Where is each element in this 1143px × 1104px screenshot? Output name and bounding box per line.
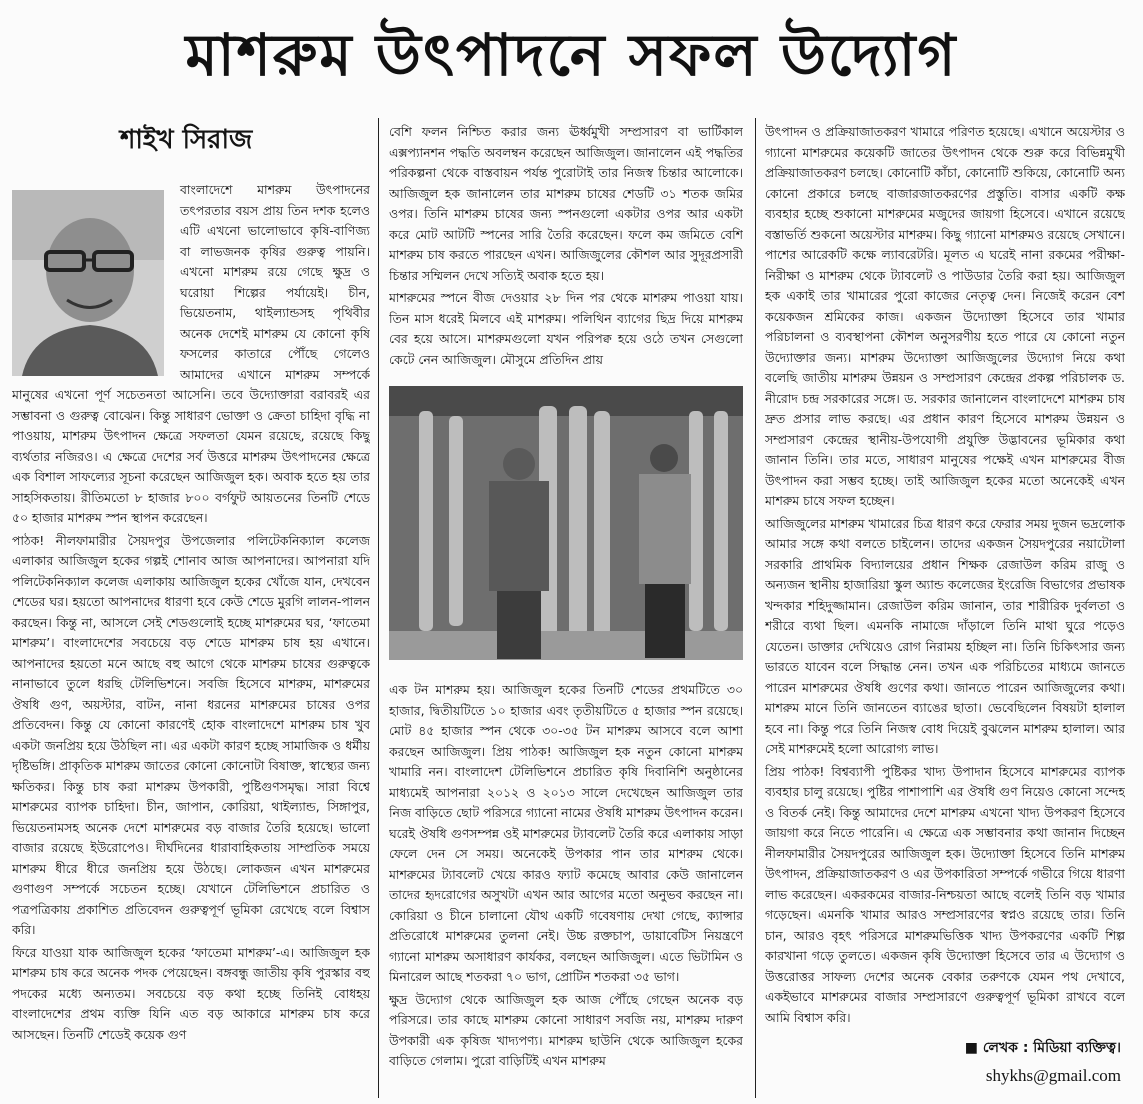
byline: শাইখ সিরাজ	[120, 125, 253, 155]
mushroom-farm-photo	[389, 386, 743, 660]
author-signature: ■ লেখক : মিডিয়া ব্যক্তিত্ব।	[964, 1040, 1121, 1056]
paragraph: ফিরে যাওয়া যাক আজিজুল হকের ‘ফাতেমা মাশরুম’-এ। আজিজুল হক মাশরুম চাষ করে অনেক পদক পেয়েছেন। বঙ্গবন্ধু জাতীয় কৃষি পুরস্কার বহু পদকের মধ্যে অন্যতম। সবচেয়ে বড় কথা হচ্ছে তিনিই বোধহয় বাংলাদেশের প্রথম ব্যক্তি যিনি এত বড় আকারে মাশরুম চাষ করে আসছেন। তিনটি শেডেই কয়েক গুণ	[12, 944, 370, 1042]
paragraph: মাশরুমের স্পনে বীজ দেওয়ার ২৮ দিন পর থেকে মাশরুম পাওয়া যায়। তিন মাস ধরেই মিলবে এই মাশরুম। পলিথিন ব্যাগের ছিদ্র দিয়ে মাশরুম বের হয়ে আসে। মাশরুমগুলো যখন পরিপক্ব হয়ে ওঠে তখন সেগুলো কেটে নেন আজিজুল। মৌসুমে প্রতিদিন প্রায়	[389, 290, 743, 367]
article-column-2-bottom	[389, 680, 743, 1096]
mushroom-farm-image-icon	[389, 386, 743, 660]
paragraph: এক টন মাশরুম হয়। আজিজুল হকের তিনটি শেডের প্রথমটিতে ৩০ হাজার, দ্বিতীয়টিতে ১০ হাজার এবং তৃতীয়টিতে ৫ হাজার স্পন রয়েছে। মোট ৪৫ হাজার স্পন থেকে ৩০-৩৫ টন মাশরুম আসবে বলে আশা করছেন আজিজুল। প্রিয় পাঠক! আজিজুল হক নতুন কোনো মাশরুম খামারি নন। বাংলাদেশ টেলিভিশনে প্রচারিত কৃষি দিবানিশি অনুষ্ঠানের মাধ্যমেই আপনারা ২০১২ ও ২০১৩ সালে দেখেছেন আজিজুল তার নিজ বাড়িতে ছোট পরিসরে গ্যানো নামের ঔষধি মাশরুম উৎপাদন করেন। ঘরেই ঔষধি গুণসম্পন্ন ওই মাশরুমের ট্যাবলেট তৈরি করে এলাকায় সাড়া ফেলে দেন সে সময়। অনেকেই উপকার পান তার মাশরুম থেকে। মাশরুমের ট্যাবলেট খেয়ে কারও ফ্যাট কমেছে আবার কেউ জানালেন তাদের হৃদরোগের অসুখটা এখন আর আগের মতো অনুভব করছেন না। কোরিয়া ও চীনে চালানো যৌথ একটি গবেষণায় দেখা গেছে, ক্যান্সার প্রতিরোধে মাশরুমের তুলনা নেই। উচ্চ রক্তচাপ, ডায়াবেটিস নিয়ন্ত্রণে গ্যানো মাশরুম অসাধারণ কার্যকর, বলছেন আজিজুল। এতে ভিটামিন ও মিনারেল আছে শতকরা ৭০ ভাগ, প্রোটিন শতকরা ৩৫ ভাগ।	[389, 682, 743, 984]
paragraph: বেশি ফলন নিশ্চিত করার জন্য ঊর্ধ্বমুখী সম্প্রসারণ বা ভার্টিকাল এক্সপ্যানশন পদ্ধতি অবলম্বন করেছেন আজিজুল। জানালেন এই পদ্ধতির পরিকল্পনা থেকে বাস্তবায়ন পর্যন্ত পুরোটাই তার নিজস্ব চিন্তার আলোকে। আজিজুল হক জানালেন তার মাশরুম চাষের শেডটি ৩১ শতক জমির ওপর। তিনি মাশরুম চাষের জন্য স্পনগুলো একটার ওপর আর একটা করে মোট আটটি স্পনের সারি তৈরি করেছেন। ফলে কম জমিতে বেশি মাশরুম চাষ করতে পারছেন এখন। আজিজুলের কৌশল আর সুদূরপ্রসারী চিন্তার সম্মিলন দেখে সত্যিই অবাক হতে হয়।	[389, 124, 743, 283]
author-email[interactable]: shykhs@gmail.com	[985, 1066, 1121, 1085]
article-column-3	[765, 122, 1125, 1034]
column-rule	[755, 118, 756, 1098]
paragraph: উৎপাদন ও প্রক্রিয়াজাতকরণ খামারে পরিণত হয়েছে। এখানে অয়েস্টার ও গ্যানো মাশরুমের কয়েকটি জাতের উৎপাদন থেকে শুরু করে বিভিন্নমুখী প্রক্রিয়াজাতকরণ চলছে। কোনোটি কাঁচা, কোনোটি শুকিয়ে, কোনোটি অন্য কোনো প্রকারে চলছে বাজারজাতকরণের প্রস্তুতি। বাসার একটি কক্ষ ব্যবহার হচ্ছে শুকানো মাশরুমের মজুদের জায়গা হিসেবে। এখানে রয়েছে বস্তাভর্তি শুকনো অয়েস্টার মাশরুম। কিছু গ্যানো মাশরুমও রয়েছে সেখানে। পাশের আরেকটি কক্ষে ল্যাবরেটরি। মূলত এ ঘরেই নানা রকমের পরীক্ষা-নিরীক্ষা ও মাশরুম থেকে ট্যাবলেট ও পাউডার তৈরি করা হয়। আজিজুল হক একাই তার খামারের পুরো কাজের নেতৃত্ব দেন। নিজেই করেন বেশ কয়েকজন শ্রমিকের কাজ। একজন উদ্যোক্তা হিসেবে তার খামার পরিচালনা ও ব্যবস্থাপনা কৌশল অনুসরণীয় হতে পারে যে কোনো নতুন উদ্যোক্তার জন্য। মাশরুম উদ্যোক্তা আজিজুলের উদ্যোগ নিয়ে কথা বলেছি জাতীয় মাশরুম উন্নয়ন ও সম্প্রসারণ কেন্দ্রের প্রকল্প পরিচালক ড. নীরোদ চন্দ্র সরকারের সঙ্গে। ড. সরকার জানালেন বাংলাদেশে মাশরুম চাষ দ্রুত প্রসার লাভ করছে। এর প্রধান কারণ হিসেবে মাশরুম উন্নয়ন ও সম্প্রসারণ কেন্দ্রের স্থানীয়-উপযোগী প্রযুক্তি উদ্ভাবনের ভূমিকার কথা জানান তিনি। তার মতে, সাধারণ মানুষের পক্ষেই এখন মাশরুমের বীজ উৎপাদন করা সম্ভব হচ্ছে। তাই আজিজুল হকের মতো অনেকেই এখন মাশরুম চাষে সফল হচ্ছেন।	[765, 124, 1125, 508]
article-column-2-top	[389, 122, 743, 380]
author-photo	[12, 190, 164, 376]
author-portrait-icon	[12, 190, 164, 376]
paragraph: আজিজুলের মাশরুম খামারের চিত্র ধারণ করে ফেরার সময় দুজন ভদ্রলোক আমার সঙ্গে কথা বলতে চাইলেন। তাদের একজন সৈয়দপুরের নয়াটোলা সরকারি প্রাথমিক বিদ্যালয়ের প্রধান শিক্ষক রেজাউল করিম রাজু ও অন্যজন স্থানীয় হাজারিয়া স্কুল অ্যান্ড কলেজের ইংরেজি বিভাগের প্রভাষক খন্দকার শহিদুজ্জামান। রেজাউল করিম জানান, তার শারীরিক দুর্বলতা ও শরীরে ব্যথা ছিল। এমনকি নামাজে দাঁড়ালে তিনি মাথা ঘুরে পড়েও যেতেন। ডাক্তার দেখিয়েও রোগ নিরাময় হচ্ছিল না। তিনি চিকিৎসার জন্য ভারতে যাবেন বলে সিদ্ধান্ত নেন। তখন এক পরিচিতের মাধ্যমে জানতে পারেন মাশরুমের ঔষধি গুণের কথা। জানতে পারেন আজিজুলের কথা। মাশরুম মানে তিনি জানতেন ব্যাঙের ছাতা। ভেবেছিলেন বিষয়টা হালাল হবে না। কিন্তু পরে তিনি নিজস্ব বোধ দিয়েই বুঝলেন মাশরুম হালাল। আর সেই মাশরুমেই হলো আরোগ্য লাভ।	[765, 515, 1125, 756]
paragraph: বাংলাদেশে মাশরুম উৎপাদনের তৎপরতার বয়স প্রায় তিন দশক হলেও এটি এখনো ভালোভাবে কৃষি-বাণিজ্য বা লাভজনক কৃষির গুরুত্ব পায়নি। এখনো মাশরুম রয়ে গেছে ক্ষুদ্র ও ঘরোয়া শিল্পের পর্যায়েই। চীন, ভিয়েতনাম, থাইল্যান্ডসহ পৃথিবীর অনেক দেশেই মাশরুম যে কোনো কৃষি ফসলের কাতারে পৌঁছে গেলেও আমাদের এখানে মাশরুম সম্পর্কে মানুষের এখনো পূর্ণ সচেতনতা আসেনি। তবে উদ্যোক্তারা বরাবরই এর সম্ভাবনা ও গুরুত্ব বোঝেন। কিন্তু সাধারণ ভোক্তা ও ক্রেতা চাহিদা বৃদ্ধি না পাওয়ায়, মাশরুম উৎপাদন ক্ষেত্রে সফলতা যেমন রয়েছে, রয়েছে কিছু ব্যর্থতার নজিরও। এ ক্ষেত্রে দেশের সর্ব উত্তরে মাশরুম উৎপাদনের ক্ষেত্রে এক বিশাল সাফল্যের সূচনা করেছেন আজিজুল হক। অবাক হতে হয় তার সাহসিকতায়। রীতিমতো ৮ হাজার ৮০০ বর্গফুট আয়তনের তিনটি শেডে ৫০ হাজার মাশরুম স্পন স্থাপন করেছেন।	[12, 182, 370, 525]
paragraph: পাঠক! নীলফামারীর সৈয়দপুর উপজেলার পলিটেকনিক্যাল কলেজ এলাকার আজিজুল হকের গল্পই শোনাব আজ আপনাদের। আপনারা যদি পলিটেকনিক্যাল কলেজ এলাকায় আজিজুল হকের খোঁজে যান, দেখবেন শেডের ঘর। হয়তো আপনাদের ধারণা হবে কেউ শেডে মুরগি লালন-পালন করছেন। কিন্তু না, আসলে সেই শেডগুলোই হচ্ছে মাশরুমের ঘর, ‘ফাতেমা মাশরুম’। বাংলাদেশের সবচেয়ে বড় শেডে মাশরুম চাষ হয় এখানে। আপনাদের হয়তো মনে আছে বহু আগে থেকে মাশরুম চাষের গুরুত্বকে নানাভাবে তুলে ধরছি টেলিভিশনে। সবজি হিসেবে মাশরুম, মাশরুমের ঔষধি গুণ, অয়স্টার, বাটন, নানা ধরনের মাশরুমের চাষের ওপর প্রতিবেদন। কিন্তু যে কোনো কারণেই হোক বাংলাদেশে মাশরুম চাষ খুব একটা জনপ্রিয় হয়ে উঠছিল না। এর একটা কারণ হচ্ছে সামাজিক ও ধর্মীয় দৃষ্টিভঙ্গি। প্রাকৃতিক মাশরুম জাতের কোনো কোনোটা বিষাক্ত, স্বাস্থ্যের জন্য ক্ষতিকর। কিন্তু চাষ করা মাশরুম উপকারী, পুষ্টিগুণসমৃদ্ধ। সারা বিশ্বে মাশরুমের ব্যাপক চাহিদা। চীন, জাপান, কোরিয়া, থাইল্যান্ড, সিঙ্গাপুর, ভিয়েতনামসহ অনেক দেশে মাশরুমের বড় বাজার তৈরি হয়েছে। ভালো বাজার রয়েছে ইউরোপেও। দীর্ঘদিনের ধারাবাহিকতায় সাম্প্রতিক সময়ে মাশরুম ধীরে ধীরে জনপ্রিয় হয়ে উঠছে। লোকজন এখন মাশরুমের গুণাগুণ সম্পর্কে সচেতন হচ্ছে। যেখানে টেলিভিশনে প্রচারিত ও পত্রপত্রিকায় প্রকাশিত প্রতিবেদন গুরুত্বপূর্ণ ভূমিকা রেখেছে বলে বিশ্বাস করি।	[12, 532, 370, 937]
column-rule	[378, 118, 379, 1098]
paragraph: প্রিয় পাঠক! বিশ্বব্যাপী পুষ্টিকর খাদ্য উপাদান হিসেবে মাশরুমের ব্যাপক ব্যবহার চালু রয়েছে। পুষ্টির পাশাপাশি এর ঔষধি গুণ নিয়েও কোনো সন্দেহ ও বিতর্ক নেই। কিন্তু আমাদের দেশে মাশরুম এখনো খাদ্য উপকরণ হিসেবে জায়গা করে নিতে পারেনি। এ ক্ষেত্রে এক সম্ভাবনার কথা জানান দিচ্ছেন নীলফামারীর সৈয়দপুরের আজিজুল হক। উদ্যোক্তা হিসেবে তিনি মাশরুম উৎপাদন, প্রক্রিয়াজাতকরণ ও এর উপকারিতা সম্পর্কে গভীরে গিয়ে ধারণা লাভ করেছেন। একরকমের বাজার-নিশ্চয়তা আছে বলেই তিনি বড় খামার গড়েছেন। এমনকি খামার আরও সম্প্রসারণের স্বপ্নও রয়েছে তার। তিনি চান, আরও বৃহৎ পরিসরে মাশরুমভিত্তিক খাদ্য উপকরণের একটি শিল্প কারখানা গড়ে তুলতে। একজন কৃষি উদ্যোক্তা হিসেবে তার এ উদ্যোগ ও উত্তরোত্তর সাফল্য দেশের অনেক বেকার তরুণকে যেমন পথ দেখাবে, একইভাবে মাশরুমের বাজার সম্প্রসারণে গুরুত্বপূর্ণ ভূমিকা রাখবে বলে আমি বিশ্বাস করি।	[765, 763, 1125, 1025]
paragraph: ক্ষুদ্র উদ্যোগ থেকে আজিজুল হক আজ পৌঁছে গেছেন অনেক বড় পরিসরে। তার কাছে মাশরুম কোনো সাধারণ সবজি নয়, মাশরুম দারুণ উপকারী এক কৃষিজ খাদ্যপণ্য। মাশরুম ছাউনি থেকে আজিজুল হকের বাড়িতে গেলাম। পুরো বাড়িটিই এখন মাশরুম	[389, 991, 743, 1068]
headline: মাশরুম উৎপাদনে সফল উদ্যোগ	[185, 21, 958, 89]
